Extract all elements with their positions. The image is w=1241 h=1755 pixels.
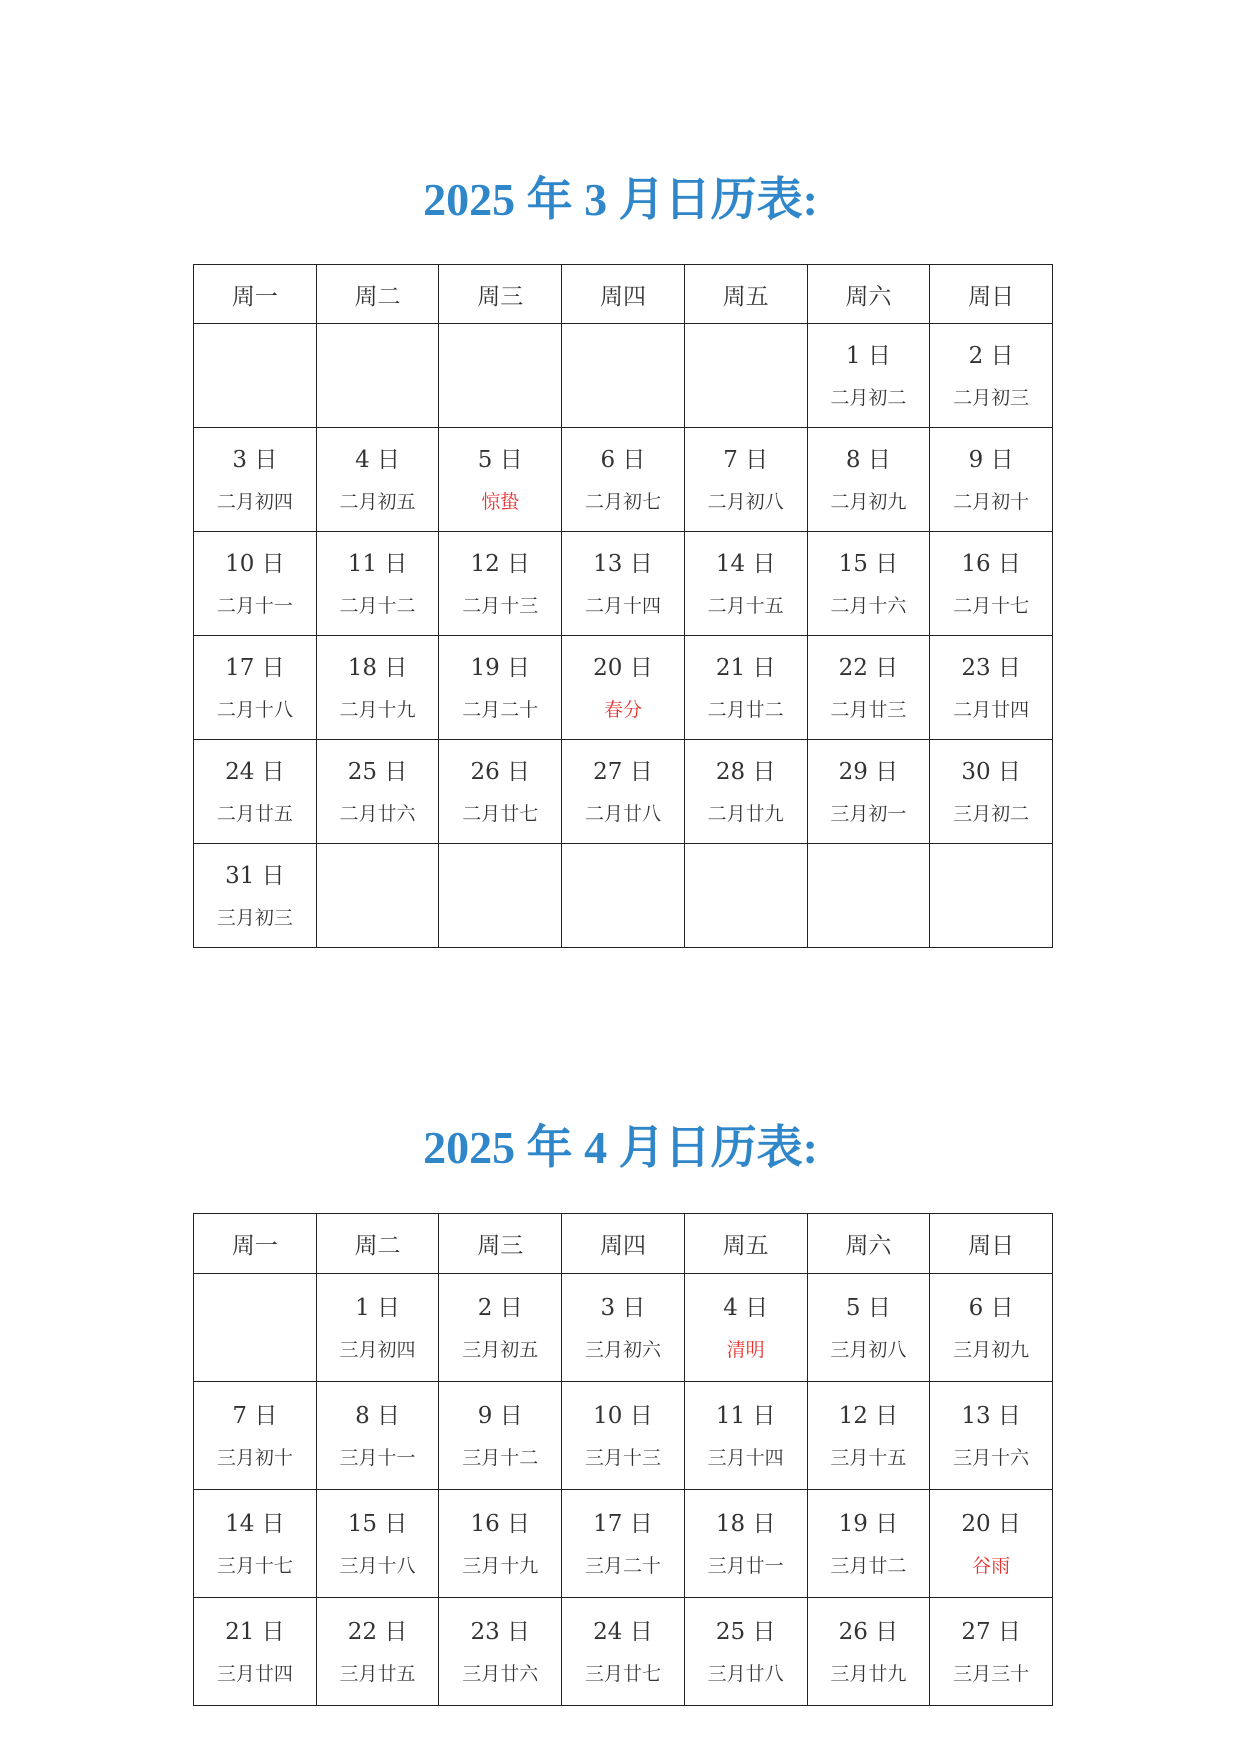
lunar-date: 三月十七 [216,1554,293,1577]
weekday-header-row [194,1214,1053,1274]
day-cell [316,1382,439,1490]
day-number: 2 日 [968,342,1014,369]
weekday-header: 周日 [930,265,1053,324]
day-number: 17 日 [225,654,285,681]
day-cell [684,1598,807,1706]
empty-cell [316,324,439,428]
lunar-date: 二月初四 [216,490,293,513]
day-number: 30 日 [961,758,1021,785]
lunar-date: 二月廿六 [339,802,416,825]
day-cell [930,1382,1053,1490]
day-cell [930,324,1053,428]
day-cell [684,1490,807,1598]
empty-cell [562,844,685,948]
day-number: 14 日 [225,1510,285,1537]
day-number: 21 日 [225,1618,285,1645]
lunar-date: 二月廿五 [216,802,293,825]
lunar-date: 三月廿二 [830,1554,907,1577]
day-number: 21 日 [715,654,776,681]
march-title: 2025 年 3 月日历表: [423,174,818,225]
lunar-date: 三月初一 [830,802,907,825]
day-cell [684,636,807,740]
day-number: 19 日 [838,1510,899,1537]
day-number: 3 日 [600,1294,646,1321]
weekday-header: 周二 [316,1214,439,1274]
day-cell [684,1274,807,1382]
day-number: 3 日 [232,446,278,473]
lunar-date: 三月廿四 [216,1662,293,1685]
lunar-date: 二月初十 [953,490,1030,513]
solar-term-label: 清明 [726,1338,765,1361]
lunar-date: 二月初二 [830,386,907,409]
lunar-date: 三月十三 [584,1446,661,1469]
week-row [194,324,1053,428]
day-number: 20 日 [593,654,653,681]
day-cell [439,1490,562,1598]
lunar-date: 二月初七 [584,490,661,513]
lunar-date: 三月初四 [339,1338,416,1361]
lunar-date: 二月初五 [339,490,416,513]
day-number: 5 日 [477,446,523,473]
day-number: 19 日 [470,654,531,681]
april-title: 2025 年 4 月日历表: [423,1122,818,1173]
day-number: 1 日 [355,1294,401,1321]
day-number: 16 日 [470,1510,531,1537]
day-number: 11 日 [347,550,408,577]
lunar-date: 二月廿二 [707,698,784,721]
weekday-header: 周三 [439,265,562,324]
day-number: 12 日 [838,1402,899,1429]
day-cell [194,1598,317,1706]
lunar-date: 二月初八 [707,490,784,513]
lunar-date: 二月初三 [953,386,1030,409]
day-cell [807,1382,930,1490]
day-cell [807,532,930,636]
week-row [194,844,1053,948]
solar-term-label: 谷雨 [972,1554,1011,1577]
empty-cell [684,844,807,948]
lunar-date: 三月三十 [953,1662,1030,1685]
day-cell [316,1598,439,1706]
lunar-date: 三月初九 [953,1338,1030,1361]
day-number: 10 日 [225,550,285,577]
lunar-date: 二月二十 [462,698,539,721]
lunar-date: 二月十六 [830,594,907,617]
lunar-date: 三月初五 [462,1338,539,1361]
day-number: 29 日 [838,758,899,785]
lunar-date: 二月廿四 [953,698,1030,721]
march-body [194,324,1053,948]
day-cell [194,636,317,740]
day-cell [439,740,562,844]
lunar-date: 三月廿九 [830,1662,907,1685]
empty-cell [439,844,562,948]
day-cell [930,1598,1053,1706]
day-number: 24 日 [225,758,285,785]
day-number: 26 日 [838,1618,899,1645]
weekday-header: 周三 [439,1214,562,1274]
weekday-header: 周日 [930,1214,1053,1274]
day-cell [562,740,685,844]
day-number: 28 日 [715,758,776,785]
day-cell [194,1382,317,1490]
day-number: 15 日 [347,1510,408,1537]
weekday-header: 周五 [684,1214,807,1274]
day-number: 17 日 [593,1510,653,1537]
day-cell [930,1274,1053,1382]
day-number: 6 日 [968,1294,1014,1321]
day-cell [194,740,317,844]
lunar-date: 三月十二 [462,1446,539,1469]
lunar-date: 二月十五 [707,594,784,617]
day-number: 14 日 [715,550,776,577]
day-cell [930,532,1053,636]
day-number: 5 日 [845,1294,891,1321]
empty-cell [562,324,685,428]
solar-term-label: 惊蛰 [481,490,520,513]
lunar-date: 三月十八 [339,1554,416,1577]
day-number: 23 日 [961,654,1021,681]
day-number: 24 日 [593,1618,653,1645]
weekday-header: 周四 [562,265,685,324]
day-cell [562,428,685,532]
day-number: 23 日 [470,1618,531,1645]
day-number: 8 日 [355,1402,401,1429]
weekday-header: 周六 [807,265,930,324]
day-number: 9 日 [968,446,1014,473]
weekday-header-row [194,265,1053,324]
empty-cell [194,1274,317,1382]
day-cell [930,428,1053,532]
lunar-date: 二月十八 [216,698,293,721]
lunar-date: 三月十九 [462,1554,539,1577]
day-cell [807,1598,930,1706]
day-cell [807,1490,930,1598]
lunar-date: 三月廿一 [707,1554,784,1577]
lunar-date: 二月廿三 [830,698,907,721]
day-number: 4 日 [723,1294,769,1321]
day-cell [194,428,317,532]
lunar-date: 二月十七 [953,594,1030,617]
day-cell [439,532,562,636]
day-number: 8 日 [845,446,891,473]
day-cell [316,428,439,532]
day-number: 20 日 [961,1510,1021,1537]
day-cell [562,1382,685,1490]
day-cell [562,1274,685,1382]
lunar-date: 三月初十 [216,1446,293,1469]
empty-cell [316,844,439,948]
day-cell [439,1274,562,1382]
day-cell [684,428,807,532]
lunar-date: 二月十三 [462,594,539,617]
lunar-date: 三月十四 [707,1446,784,1469]
lunar-date: 三月初八 [830,1338,907,1361]
day-cell [684,1382,807,1490]
week-row [194,636,1053,740]
empty-cell [807,844,930,948]
weekday-header: 周五 [684,265,807,324]
day-cell [439,636,562,740]
week-row [194,532,1053,636]
day-number: 31 日 [225,862,285,889]
weekday-header: 周二 [316,265,439,324]
march-table [193,264,1053,948]
lunar-date: 三月廿七 [584,1662,661,1685]
weekday-header: 周一 [194,265,317,324]
day-cell [930,636,1053,740]
lunar-date: 三月十一 [339,1446,416,1469]
day-number: 11 日 [715,1402,776,1429]
day-cell [439,428,562,532]
day-cell [684,740,807,844]
day-cell [194,532,317,636]
empty-cell [194,324,317,428]
day-number: 27 日 [961,1618,1021,1645]
day-number: 22 日 [838,654,899,681]
day-number: 13 日 [593,550,653,577]
day-number: 12 日 [470,550,531,577]
lunar-date: 三月初六 [584,1338,661,1361]
day-cell [807,740,930,844]
weekday-header: 周六 [807,1214,930,1274]
lunar-date: 三月十五 [830,1446,907,1469]
lunar-date: 二月十二 [339,594,416,617]
day-cell [807,324,930,428]
empty-cell [439,324,562,428]
day-cell [316,532,439,636]
day-cell [562,532,685,636]
day-cell [807,428,930,532]
week-row [194,1490,1053,1598]
day-number: 4 日 [355,446,401,473]
lunar-date: 三月初二 [953,802,1030,825]
day-cell [316,1490,439,1598]
solar-term-label: 春分 [603,698,642,721]
day-number: 10 日 [593,1402,653,1429]
day-number: 7 日 [232,1402,278,1429]
day-cell [439,1382,562,1490]
lunar-date: 二月十一 [216,594,293,617]
april-body [194,1274,1053,1706]
day-cell [930,740,1053,844]
week-row [194,428,1053,532]
day-number: 18 日 [715,1510,776,1537]
day-cell [562,1490,685,1598]
day-cell [562,636,685,740]
day-number: 26 日 [470,758,531,785]
day-number: 2 日 [477,1294,523,1321]
day-number: 16 日 [961,550,1021,577]
lunar-date: 三月廿八 [707,1662,784,1685]
week-row [194,1274,1053,1382]
day-number: 18 日 [347,654,408,681]
lunar-date: 二月廿九 [707,802,784,825]
day-cell [316,636,439,740]
day-number: 1 日 [845,342,891,369]
day-number: 6 日 [600,446,646,473]
day-number: 25 日 [347,758,408,785]
day-cell [439,1598,562,1706]
week-row [194,740,1053,844]
day-cell [562,1598,685,1706]
lunar-date: 三月十六 [953,1446,1030,1469]
lunar-date: 二月十四 [584,594,661,617]
day-number: 25 日 [715,1618,776,1645]
day-number: 15 日 [838,550,899,577]
week-row [194,1598,1053,1706]
april-table [193,1213,1053,1706]
day-cell [807,636,930,740]
lunar-date: 二月初九 [830,490,907,513]
day-number: 27 日 [593,758,653,785]
weekday-header: 周一 [194,1214,317,1274]
day-cell [316,740,439,844]
day-number: 9 日 [477,1402,523,1429]
day-number: 13 日 [961,1402,1021,1429]
day-number: 22 日 [347,1618,408,1645]
day-number: 7 日 [723,446,769,473]
weekday-header: 周四 [562,1214,685,1274]
day-cell [194,844,317,948]
lunar-date: 二月廿七 [462,802,539,825]
lunar-date: 三月廿六 [462,1662,539,1685]
day-cell [930,1490,1053,1598]
lunar-date: 二月廿八 [584,802,661,825]
lunar-date: 三月廿五 [339,1662,416,1685]
empty-cell [684,324,807,428]
empty-cell [930,844,1053,948]
lunar-date: 三月二十 [584,1554,661,1577]
day-cell [807,1274,930,1382]
lunar-date: 三月初三 [216,906,293,929]
day-cell [194,1490,317,1598]
lunar-date: 二月十九 [339,698,416,721]
week-row [194,1382,1053,1490]
day-cell [316,1274,439,1382]
day-cell [684,532,807,636]
